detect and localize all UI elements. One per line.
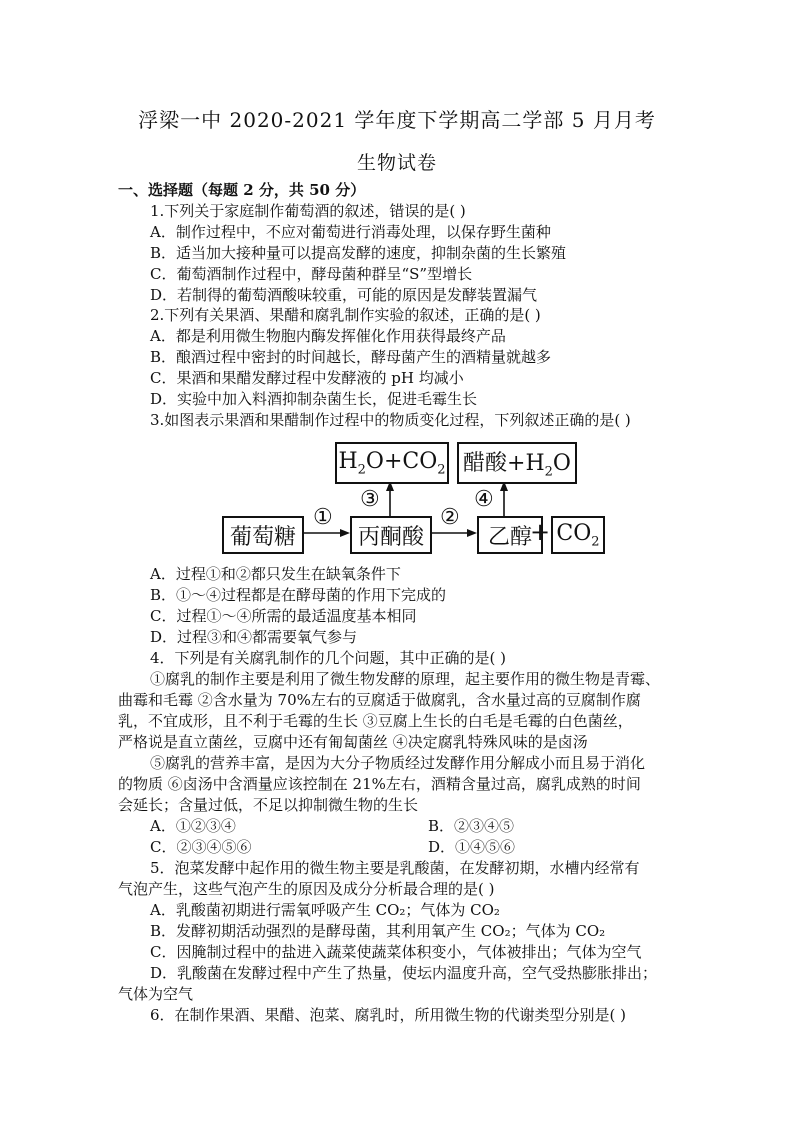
question-2-option-a: A．都是利用微生物胞内酶发挥催化作用获得最终产品 [150, 327, 506, 345]
question-2-option-b: B．酿酒过程中密封的时间越长，酵母菌产生的酒精量就越多 [150, 348, 552, 366]
question-5-stem-2: 气泡产生，这些气泡产生的原因及成分分析最合理的是( ) [118, 880, 495, 898]
question-5-option-d-1: D．乳酸菌在发酵过程中产生了热量，使坛内温度升高，空气受热膨胀排出； [150, 964, 658, 982]
question-4-option-b: B．②③④⑤ [428, 817, 515, 835]
question-2-option-d: D．实验中加入料酒抑制杂菌生长，促进毛霉生长 [150, 390, 478, 408]
question-5-option-b: B．发酵初期活动强烈的是酵母菌，其利用氧产生 CO₂；气体为 CO₂ [150, 922, 606, 940]
question-3-option-a: A．过程①和②都只发生在缺氧条件下 [150, 565, 401, 583]
question-4-para-6: 的物质 ⑥卤汤中含酒量应该控制在 21%左右，酒精含量过高，腐乳成熟的时间 [118, 775, 641, 793]
question-4-option-c: C．②③④⑤⑥ [150, 838, 252, 856]
arrow-step-2-head [467, 529, 477, 537]
question-4-para-2: 曲霉和毛霉 ②含水量为 70%左右的豆腐适于做腐乳，含水量过高的豆腐制作腐 [118, 691, 641, 709]
question-3-option-d: D．过程③和④都需要氧气参与 [150, 628, 358, 646]
question-2-option-c: C．果酒和果醋发酵过程中发酵液的 pH 均减小 [150, 369, 464, 387]
co2-label: $CO_2$ [556, 520, 600, 550]
step-2-marker: ② [440, 505, 460, 530]
question-5-option-a: A．乳酸菌初期进行需氧呼吸产生 CO₂；气体为 CO₂ [150, 901, 500, 919]
step-3-marker: ③ [360, 487, 380, 512]
glucose-box [222, 516, 304, 554]
question-1-option-b: B．适当加大接种量可以提高发酵的速度，抑制杂菌的生长繁殖 [150, 244, 567, 262]
question-1-option-c: C．葡萄酒制作过程中，酵母菌种群呈“S”型增长 [150, 265, 473, 283]
acetic-acid-box [457, 442, 577, 484]
question-4-para-5: ⑤腐乳的营养丰富，是因为大分子物质经过发酵作用分解成小而且易于消化 [150, 754, 646, 772]
co2-box [551, 516, 605, 554]
pyruvate-box [350, 516, 432, 554]
glucose-label: 葡萄糖 [229, 524, 296, 550]
plus-sign: + [530, 518, 551, 546]
water-co2-label: $H_2O+CO_2$ [338, 448, 446, 478]
question-6-stem: 6．在制作果酒、果醋、泡菜、腐乳时，所用微生物的代谢类型分别是( ) [150, 1006, 627, 1024]
ethanol-label: 乙醇 [487, 524, 532, 550]
step-1-marker: ① [313, 505, 333, 530]
question-3-stem: 3.如图表示果酒和果醋制作过程中的物质变化过程，下列叙述正确的是( ) [150, 411, 631, 429]
arrow-step-1-head [340, 529, 350, 537]
step-4-marker: ④ [474, 487, 494, 512]
question-4-para-3: 乳，不宜成形，且不利于毛霉的生长 ③豆腐上生长的白毛是毛霉的白色菌丝， [118, 712, 633, 730]
question-1-option-a: A．制作过程中，不应对葡萄进行消毒处理，以保存野生菌种 [150, 223, 551, 241]
page-subtitle: 生物试卷 [356, 152, 437, 174]
section-heading: 一、选择题（每题 2 分，共 50 分） [118, 181, 366, 199]
water-co2-box [335, 442, 449, 484]
question-4-option-d: D．①④⑤⑥ [428, 838, 516, 856]
question-3-option-b: B．①～④过程都是在酵母菌的作用下完成的 [150, 586, 447, 604]
question-4-para-4: 严格说是直立菌丝，豆腐中还有匍匐菌丝 ④决定腐乳特殊风味的是卤汤 [118, 733, 588, 751]
question-5-option-c: C．因腌制过程中的盐进入蔬菜使蔬菜体积变小，气体被排出；气体为空气 [150, 943, 642, 961]
question-4-option-a: A．①②③④ [150, 817, 236, 835]
question-4-para-1: ①腐乳的制作主要是利用了微生物发酵的原理，起主要作用的微生物是青霉、 [150, 670, 661, 688]
question-1-option-d: D．若制得的葡萄酒酸味较重，可能的原因是发酵装置漏气 [150, 286, 538, 304]
question-4-stem: 4．下列是有关腐乳制作的几个问题，其中正确的是( ) [150, 649, 507, 667]
question-3-option-c: C．过程①～④所需的最适温度基本相同 [150, 607, 417, 625]
question-4-para-7: 会延长；含量过低，不足以抑制微生物的生长 [118, 796, 419, 814]
question-2-stem: 2.下列有关果酒、果醋和腐乳制作实验的叙述，正确的是( ) [150, 306, 541, 324]
acetic-acid-label: 醋酸$+H_2O$ [463, 451, 571, 480]
pyruvate-label: 丙酮酸 [357, 524, 424, 550]
question-1-stem: 1.下列关于家庭制作葡萄酒的叙述，错误的是( ) [150, 202, 466, 220]
question-5-option-d-2: 气体为空气 [118, 985, 194, 1003]
question-5-stem-1: 5．泡菜发酵中起作用的微生物主要是乳酸菌，在发酵初期，水槽内经常有 [150, 859, 640, 877]
page-title: 浮梁一中 2020-2021 学年度下学期高二学部 5 月月考 [138, 108, 656, 132]
